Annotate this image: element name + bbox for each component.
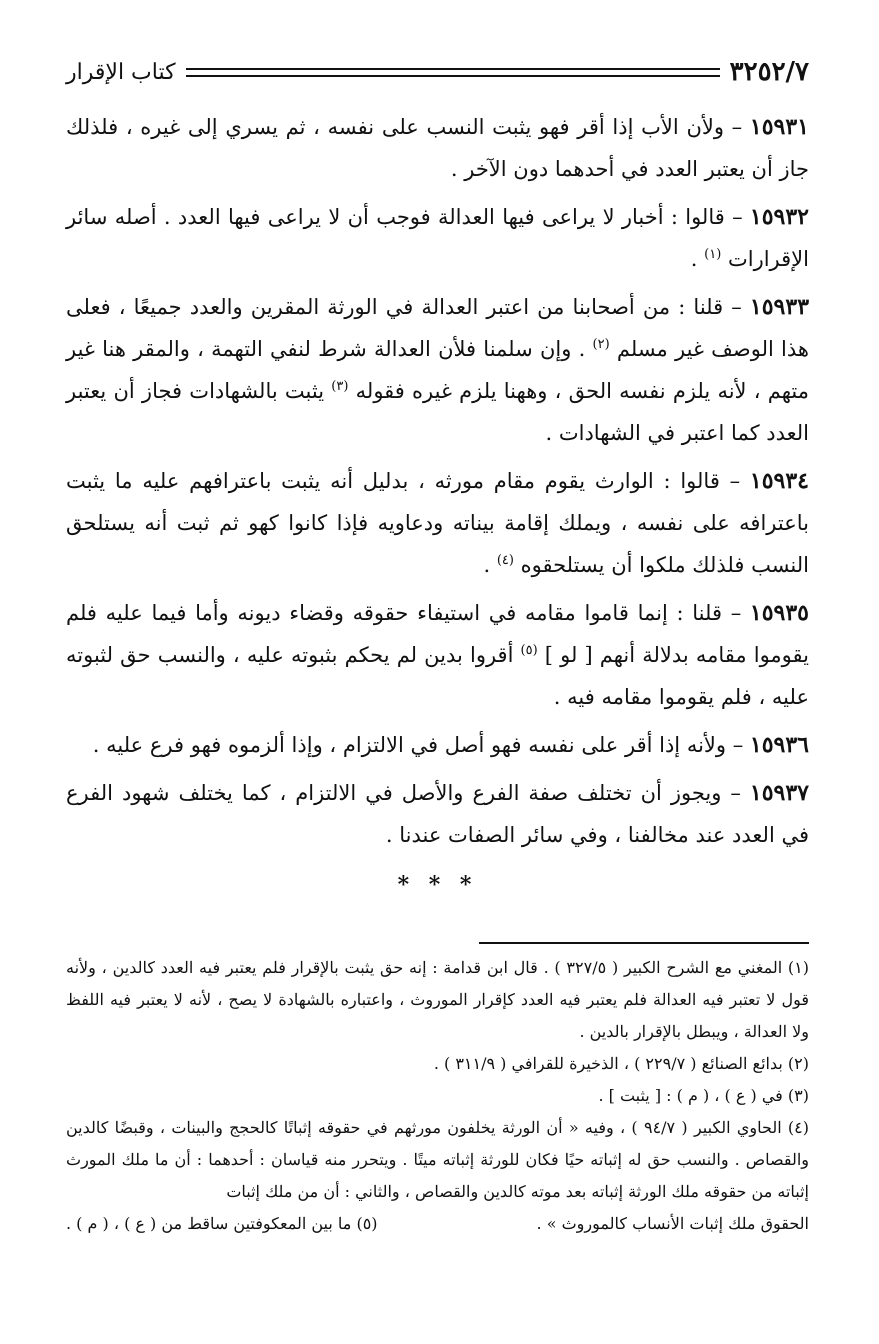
footnote-ref[interactable]: (٥) (520, 643, 538, 658)
footnote-5: (٥) ما بين المعكوفتين ساقط من ( ع ) ، ( م ) . (66, 1214, 378, 1233)
footnote-last-line (66, 1208, 809, 1240)
page-number: ٣٢٥٢/٧ (729, 57, 809, 87)
paragraph-number: ١٥٩٣٤ (749, 468, 809, 494)
footnotes (66, 952, 809, 1240)
paragraph-number: ١٥٩٣٣ (749, 294, 810, 320)
footnote-3: (٣) في ( ع ) ، ( م ) : [ يثبت ] . (598, 1086, 809, 1105)
main-text (66, 106, 809, 856)
footnote-4-end: الحقوق ملك إثبات الأنساب كالموروث » . (536, 1214, 809, 1233)
paragraph-text: – قلنا : إنما قاموا مقامه في استيفاء حقوقه وقضاء ديونه وأما فيما عليه فلم يقوموا مقامه بدلالة أنهم [ لو ] (66, 601, 809, 667)
paragraph-number: ١٥٩٣٦ (749, 732, 809, 758)
footnote-4: (٤) الحاوي الكبير ( ٩٤/٧ ) ، وفيه « أن الورثة يخلفون مورثهم في حقوقه إثباتًا كالحجج والبينات ، وقبضًا كالدين والقصاص . والنسب حق له إثباته حيًا فكان للورثة إثباته ميتًا . ويتحرر منه قياسان : أحدهما : أن ما ملك المورث إثباته من حقوقه ملك الورثة إثباته بعد موته كالدين والقصاص ، والثاني : أن من ملك إثبات (66, 1118, 810, 1201)
paragraph-number: ١٥٩٣١ (749, 114, 809, 140)
paragraph-text: . وإن سلمنا فلأن العدالة شرط لنفي التهمة ، والمقر هنا غير متهم ، لأنه يلزم نفسه الحق ، وههنا يلزم غيره فقوله (66, 337, 809, 403)
section-separator: * * * (397, 872, 478, 898)
paragraph-text: . (690, 247, 705, 271)
header-double-rule (186, 68, 720, 77)
paragraph-text: – قالوا : الوارث يقوم مقام مورثه ، بدليل أنه يثبت باعترافهم عليه ما يثبت باعترافه على نفسه ، ويملك إقامة بيناته ودعاويه فإذا كانوا كهو ثم ثبت أنه يستلحق النسب فلذلك ملكوا أن يستلحقوه (66, 469, 809, 577)
paragraph-text: – قلنا : من أصحابنا من اعتبر العدالة في الورثة المقرين والعدد جميعًا ، فعلى هذا الوصف غير مسلم (66, 295, 809, 361)
footnote-ref[interactable]: (١) (704, 247, 722, 262)
paragraph-text: يثبت بالشهادات فجاز أن يعتبر العدد كما اعتبر في الشهادات . (66, 379, 809, 445)
book-title: كتاب الإقرار (66, 59, 176, 85)
paragraph-number: ١٥٩٣٥ (749, 600, 809, 626)
paragraph-15935 (66, 592, 809, 718)
page-header (66, 52, 809, 92)
paragraph-text: . (483, 553, 497, 577)
paragraph-text: – ويجوز أن تختلف صفة الفرع والأصل في الالتزام ، كما يختلف شهود الفرع في العدد عند مخالفنا ، وفي سائر الصفات عندنا . (66, 781, 809, 847)
paragraph-15931 (66, 106, 809, 190)
paragraph-15932 (66, 196, 809, 280)
footnote-1: (١) المغني مع الشرح الكبير ( ٣٢٧/٥ ) . قال ابن قدامة : إنه حق يثبت بالإقرار فلم يعتبر فيه العدد كالدين ، ولأنه قول لا تعتبر فيه العدالة فلم يعتبر فيه العدد كإقرار الموروث ، واعتباره بالشهادة لا يصح ، لأنه لا يعتبر فيه اللفظ ولا العدالة ، ويبطل بالإقرار بالدين . (66, 958, 809, 1041)
paragraph-text: – ولأنه إذا أقر على نفسه فهو أصل في الالتزام ، وإذا ألزموه فهو فرع عليه . (92, 733, 750, 757)
paragraph-15936 (66, 724, 809, 766)
footnote-2: (٢) بدائع الصنائع ( ٢٢٩/٧ ) ، الذخيرة للقرافي ( ٣١١/٩ ) . (433, 1054, 809, 1073)
paragraph-15933 (66, 286, 809, 454)
paragraph-number: ١٥٩٣٢ (749, 204, 809, 230)
paragraph-text: – قالوا : أخبار لا يراعى فيها العدالة فوجب أن لا يراعى فيها العدد . أصله سائر الإقرارات (66, 205, 809, 271)
footnote-ref[interactable]: (٣) (331, 379, 349, 394)
paragraph-15934 (66, 460, 809, 586)
footnote-ref[interactable]: (٤) (496, 553, 514, 568)
footnote-ref[interactable]: (٢) (592, 337, 610, 352)
paragraph-text: أقروا بدين لم يحكم بثبوته عليه ، والنسب حق لثبوته عليه ، فلم يقوموا مقامه فيه . (66, 643, 809, 709)
paragraph-text: – ولأن الأب إذا أقر فهو يثبت النسب على نفسه ، ثم يسري إلى غيره ، فلذلك جاز أن يعتبر العدد في أحدهما دون الآخر . (66, 115, 809, 181)
paragraph-number: ١٥٩٣٧ (749, 780, 809, 806)
paragraph-15937 (66, 772, 809, 856)
footnote-rule (479, 942, 809, 944)
